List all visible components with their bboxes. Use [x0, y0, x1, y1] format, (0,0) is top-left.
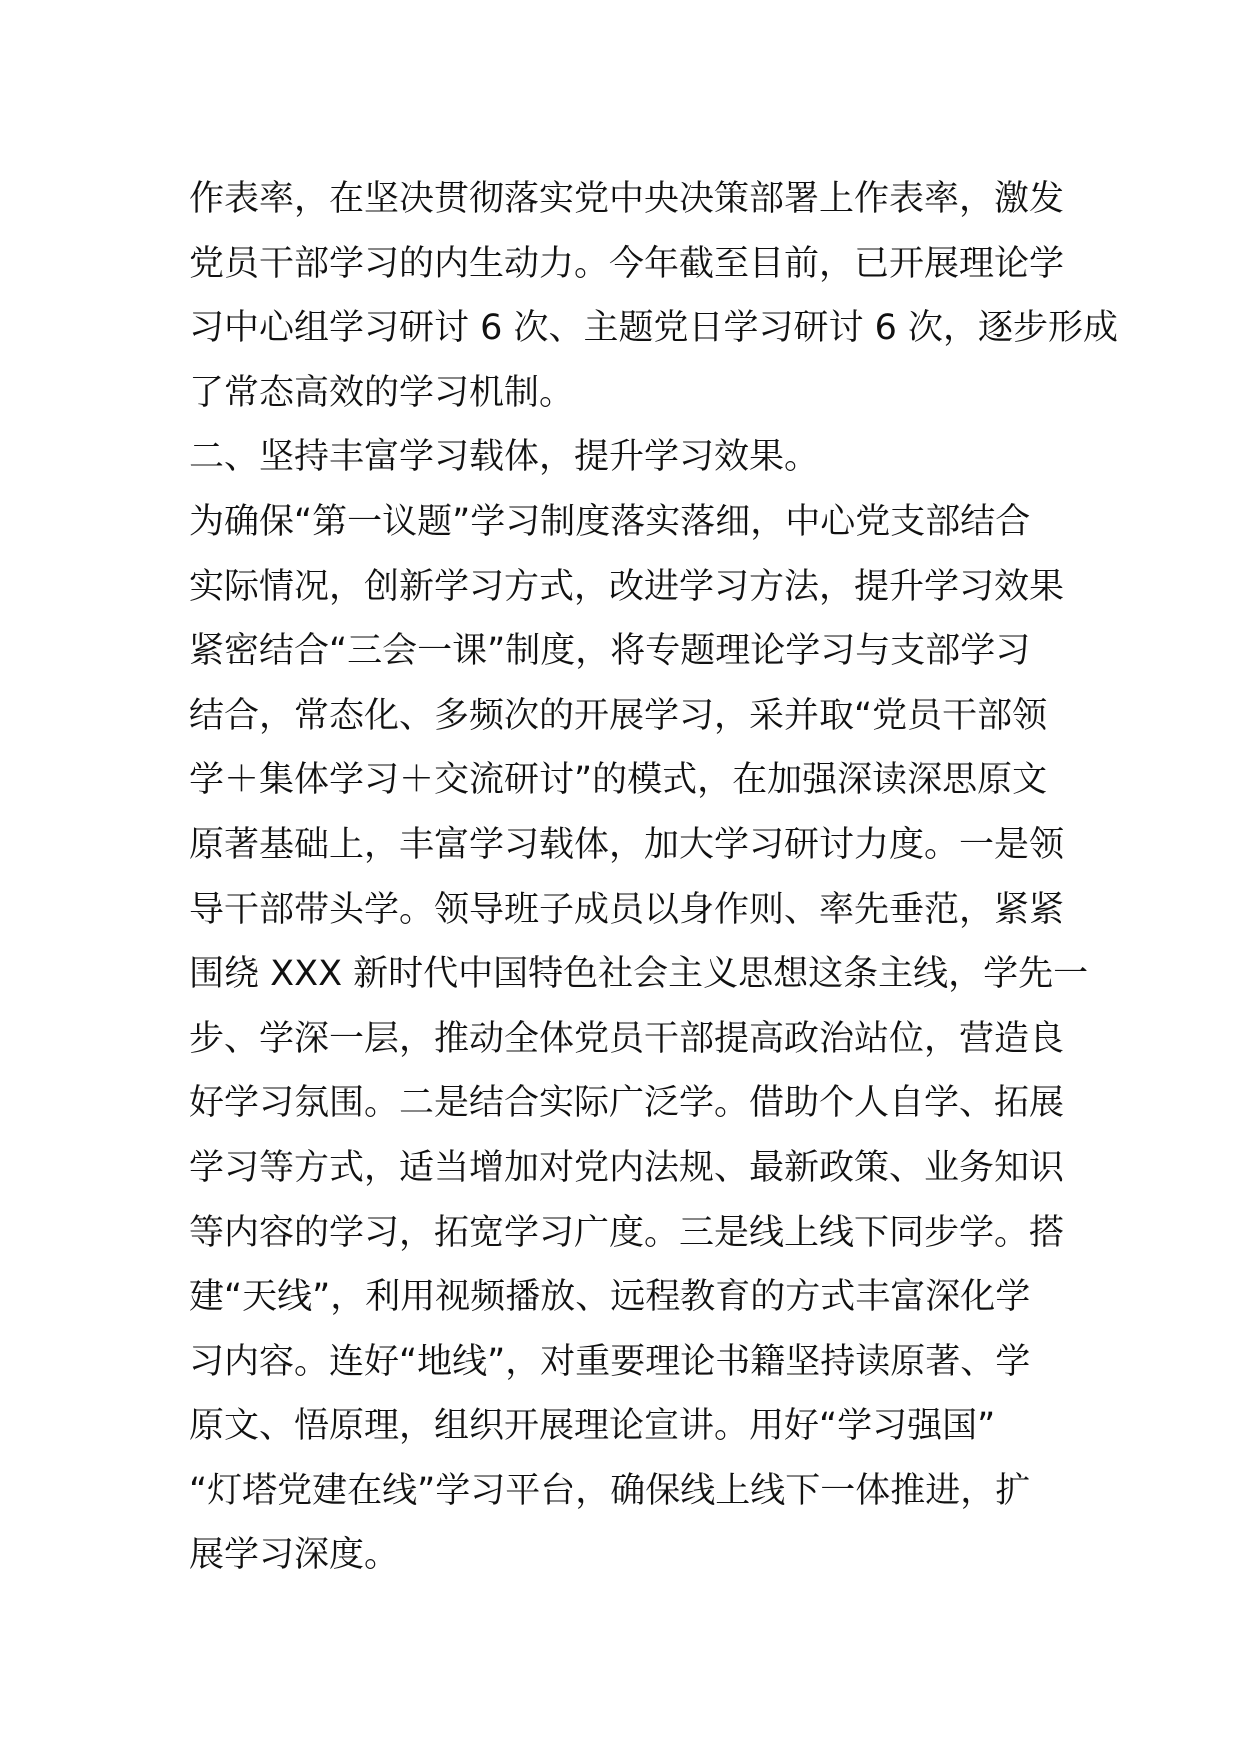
- document-body: [189, 167, 1119, 1588]
- text-line: 作表率，在坚决贯彻落实党中央决策部署上作表率，激发: [189, 179, 1065, 219]
- text-line: 步、学深一层，推动全体党员干部提高政治站位，营造良: [189, 1018, 1065, 1059]
- text-line: 好学习氛围。二是结合实际广泛学。借助个人自学、拓展: [189, 1083, 1065, 1124]
- text-line: 紧密结合“三会一课”制度，将专题理论学习与支部学习: [189, 631, 1031, 672]
- text-line: 了常态高效的学习机制。: [189, 372, 575, 413]
- text-line: 原文、悟原理，组织开展理论宣讲。用好“学习强国”: [189, 1406, 996, 1447]
- section-heading: 二、坚持丰富学习载体，提升学习效果。: [189, 437, 820, 478]
- text-line: 党员干部学习的内生动力。今年截至目前，已开展理论学: [189, 243, 1065, 284]
- text-line: 展学习深度。: [189, 1535, 400, 1576]
- text-line: 习中心组学习研讨 6 次、主题党日学习研讨 6 次，逐步形成: [189, 308, 1119, 349]
- text-line: 原著基础上，丰富学习载体，加大学习研讨力度。一是领: [189, 824, 1065, 865]
- text-line: 为确保“第一议题”学习制度落实落细，中心党支部结合: [189, 501, 1031, 542]
- text-line: “灯塔党建在线”学习平台，确保线上线下一体推进，扩: [189, 1470, 1031, 1511]
- text-line: 结合，常态化、多频次的开展学习，采并取“党员干部领: [189, 695, 1048, 736]
- text-line: 习内容。连好“地线”，对重要理论书籍坚持读原著、学: [189, 1341, 1031, 1382]
- text-line: 实际情况，创新学习方式，改进学习方法，提升学习效果: [189, 566, 1065, 607]
- text-line: 等内容的学习，拓宽学习广度。三是线上线下同步学。搭: [189, 1212, 1065, 1253]
- text-line: 围绕 XXX 新时代中国特色社会主义思想这条主线，学先一: [189, 954, 1089, 995]
- text-line: 学习等方式，适当增加对党内法规、最新政策、业务知识: [189, 1147, 1065, 1188]
- text-line: 建“天线”，利用视频播放、远程教育的方式丰富深化学: [189, 1277, 1031, 1318]
- text-line: 学＋集体学习＋交流研讨”的模式，在加强深读深思原文: [189, 760, 1048, 801]
- text-line: 导干部带头学。领导班子成员以身作则、率先垂范，紧紧: [189, 889, 1065, 930]
